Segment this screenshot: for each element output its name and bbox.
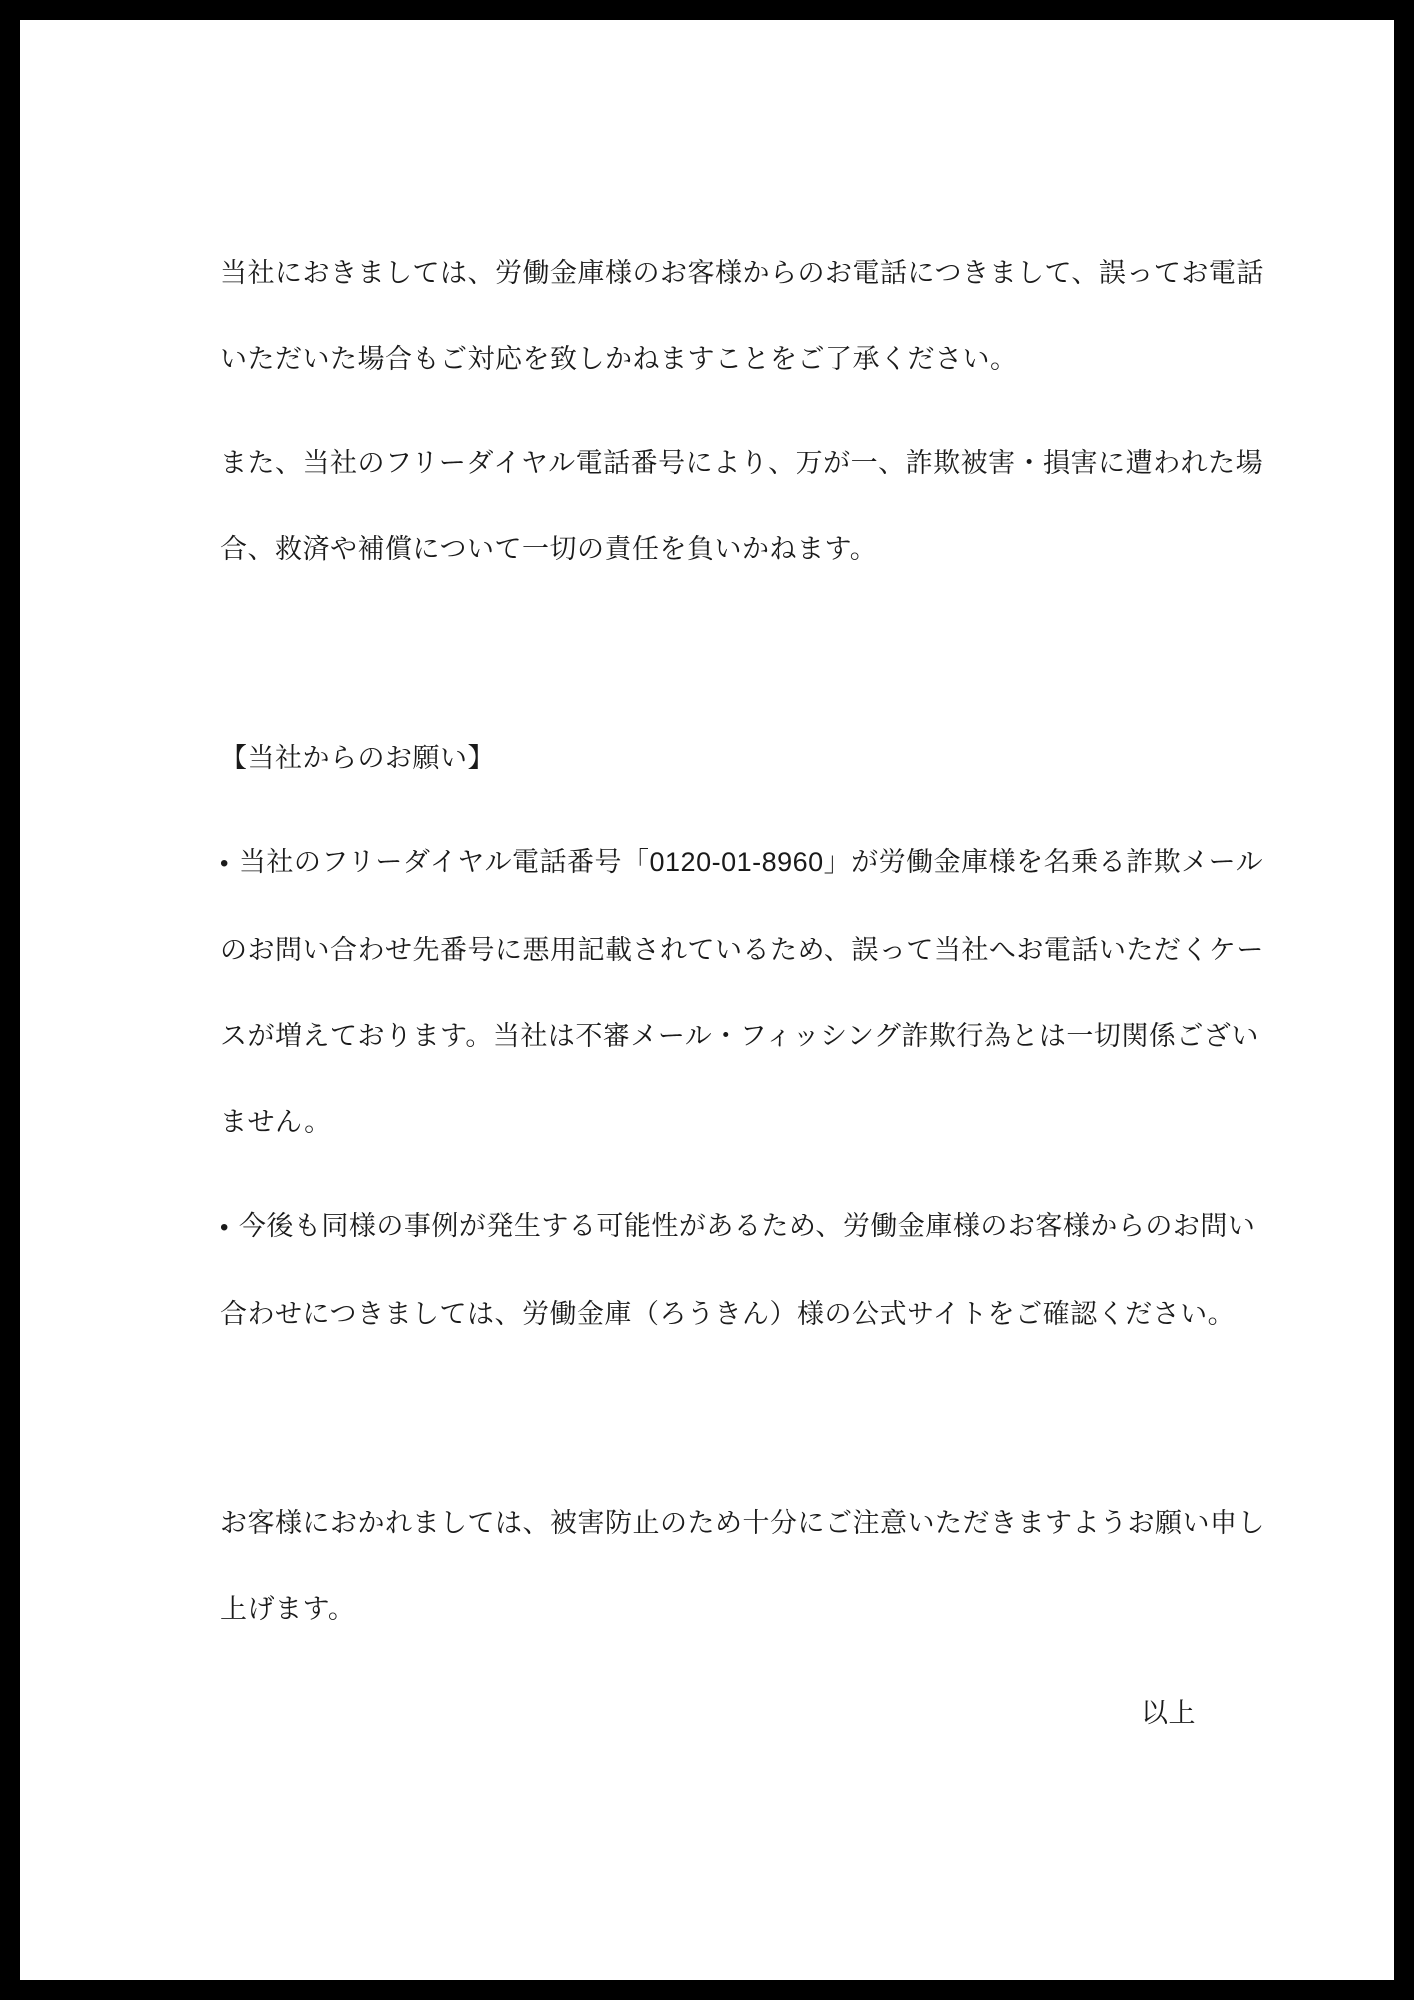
- sign-off-text: 以上: [1141, 1698, 1196, 1728]
- document-content: [20, 20, 1394, 1756]
- bullet-item-2: [220, 1183, 1256, 1357]
- text-line: ません。: [220, 1107, 332, 1137]
- text-line: のお問い合わせ先番号に悪用記載されているため、誤って当社へお電話いただくケー: [220, 935, 1264, 965]
- text-line: 合わせにつきましては、労働金庫（ろうきん）様の公式サイトをご確認ください。: [220, 1299, 1236, 1329]
- closing-paragraph: [220, 1480, 1265, 1652]
- text-line: また、当社のフリーダイヤル電話番号により、万が一、詐欺被害・損害に遭われた場: [220, 448, 1264, 478]
- text-line: 上げます。: [220, 1594, 356, 1624]
- text-line: スが増えております。当社は不審メール・フィッシング詐欺行為とは一切関係ござい: [220, 1021, 1259, 1051]
- intro-paragraph: [220, 230, 1264, 402]
- section-heading-text: 【当社からのお願い】: [220, 743, 495, 773]
- text-line: 合、救済や補償について一切の責任を負いかねます。: [220, 534, 878, 564]
- text-line: お客様におかれましては、被害防止のため十分にご注意いただきますようお願い申し: [220, 1508, 1265, 1538]
- bullet-text: 今後も同様の事例が発生する可能性があるため、労働金庫様のお客様からのお問い: [238, 1211, 1256, 1241]
- bullet-item-1: [220, 819, 1264, 1165]
- bullet-icon: •: [220, 850, 229, 877]
- disclaimer-paragraph: [220, 420, 1264, 592]
- text-line: いただいた場合もご対応を致しかねますことをご了承ください。: [220, 344, 1018, 374]
- text-line: [220, 1183, 1256, 1271]
- text-line: [220, 819, 1264, 907]
- bullet-icon: •: [220, 1214, 229, 1241]
- text-line: 当社におきましては、労働金庫様のお客様からのお電話につきまして、誤ってお電話: [220, 258, 1264, 288]
- request-section-heading: [220, 715, 1196, 801]
- bullet-text: 当社のフリーダイヤル電話番号「0120-01-8960」が労働金庫様を名乗る詐欺メール: [238, 847, 1264, 877]
- sign-off: [220, 1670, 1196, 1756]
